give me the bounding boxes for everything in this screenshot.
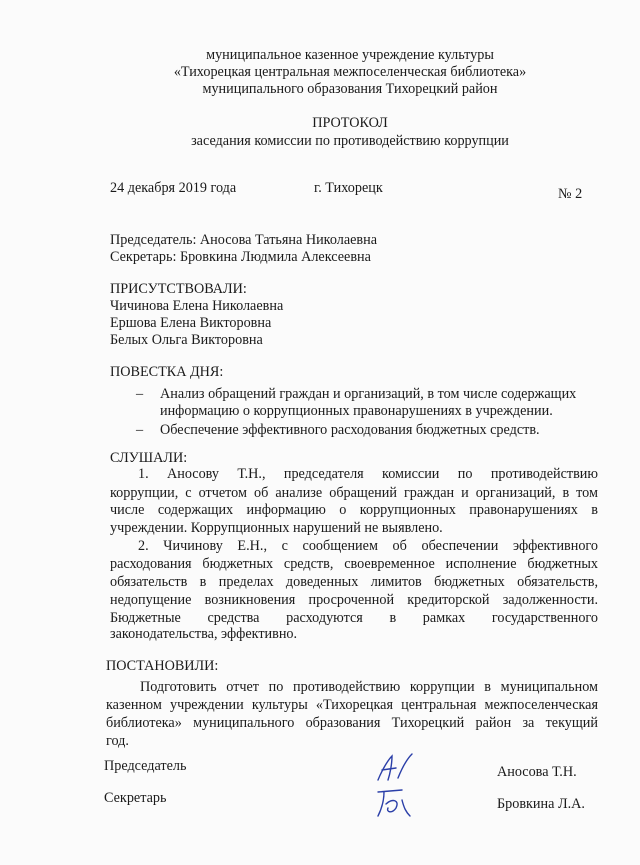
heard-item-2-line-4: недопущение возникновения просроченной кредиторской задолженности. — [110, 592, 598, 608]
heard-item-1-line-4: учреждении. Коррупционных нарушений не выявлено. — [110, 520, 443, 536]
document-title: ПРОТОКОЛ — [312, 115, 388, 131]
heard-item-2-line-2: расходования бюджетных средств, своевременное исполнение бюджетных — [110, 556, 598, 572]
agenda-bullet: – — [136, 386, 144, 402]
present-person: Ершова Елена Викторовна — [110, 315, 272, 331]
org-header-line-1: муниципальное казенное учреждение культуры — [206, 47, 494, 63]
chair-signature-name: Аносова Т.Н. — [497, 764, 577, 780]
heard-item-2-line-3: обязательств в пределах доведенных лимитов бюджетных обязательств, — [110, 574, 598, 590]
protocol-number: № 2 — [558, 186, 583, 202]
org-header-line-2: «Тихорецкая центральная межпоселенческая библиотека» — [173, 64, 527, 80]
agenda-bullet: – — [136, 422, 144, 438]
meeting-date: 24 декабря 2019 года — [110, 180, 237, 196]
heard-item-1-line-2: коррупции, с отчетом об анализе обращений граждан и организаций, в том — [110, 485, 598, 501]
secretary-line: Секретарь: Бровкина Людмила Алексеевна — [110, 249, 371, 265]
secretary-signature-name: Бровкина Л.А. — [497, 796, 585, 812]
present-person: Белых Ольга Викторовна — [110, 332, 263, 348]
heard-item-2-line-5: Бюджетные средства расходуются в рамках государственного — [110, 610, 598, 626]
present-heading: ПРИСУТСТВОВАЛИ: — [110, 281, 247, 297]
resolved-line-2: казенном учреждении культуры «Тихорецкая центральная межпоселенческая — [106, 697, 598, 713]
resolved-line-4: год. — [106, 733, 129, 749]
secretary-signature-mark — [372, 786, 416, 820]
resolved-heading: ПОСТАНОВИЛИ: — [106, 658, 219, 674]
agenda-item-2: Обеспечение эффективного расходования бюджетных средств. — [160, 422, 540, 438]
heard-item-2-line-1: 2. Чичинову Е.Н., с сообщением об обеспечении эффективного — [138, 538, 598, 554]
agenda-heading: ПОВЕСТКА ДНЯ: — [110, 364, 224, 380]
heard-item-1-line-1: 1. Аносову Т.Н., председателя комиссии по противодействию — [138, 466, 598, 482]
secretary-signature-role: Секретарь — [104, 790, 167, 806]
agenda-item-1-line-1: Анализ обращений граждан и организаций, в том числе содержащих — [160, 386, 577, 402]
present-person: Чичинова Елена Николаевна — [110, 298, 284, 314]
resolved-line-3: библиотека» муниципального образования Тихорецкий район за текущий — [106, 715, 598, 731]
resolved-line-1: Подготовить отчет по противодействию коррупции в муниципальном — [140, 679, 598, 695]
heard-item-2-line-6: законодательства, эффективно. — [110, 626, 298, 642]
chair-signature-mark — [370, 752, 418, 784]
meeting-city: г. Тихорецк — [314, 180, 383, 196]
chair-signature-role: Председатель — [104, 758, 187, 774]
chair-line: Председатель: Аносова Татьяна Николаевна — [110, 232, 378, 248]
heard-item-1-line-3: числе содержащих информацию о коррупционных правонарушениях в — [110, 502, 598, 518]
agenda-item-1-line-2: информацию о коррупционных правонарушениях в учреждении. — [160, 403, 553, 419]
heard-heading: СЛУШАЛИ: — [110, 450, 188, 466]
org-header-line-3: муниципального образования Тихорецкий район — [202, 81, 498, 97]
document-subtitle: заседания комиссии по противодействию коррупции — [191, 133, 509, 149]
